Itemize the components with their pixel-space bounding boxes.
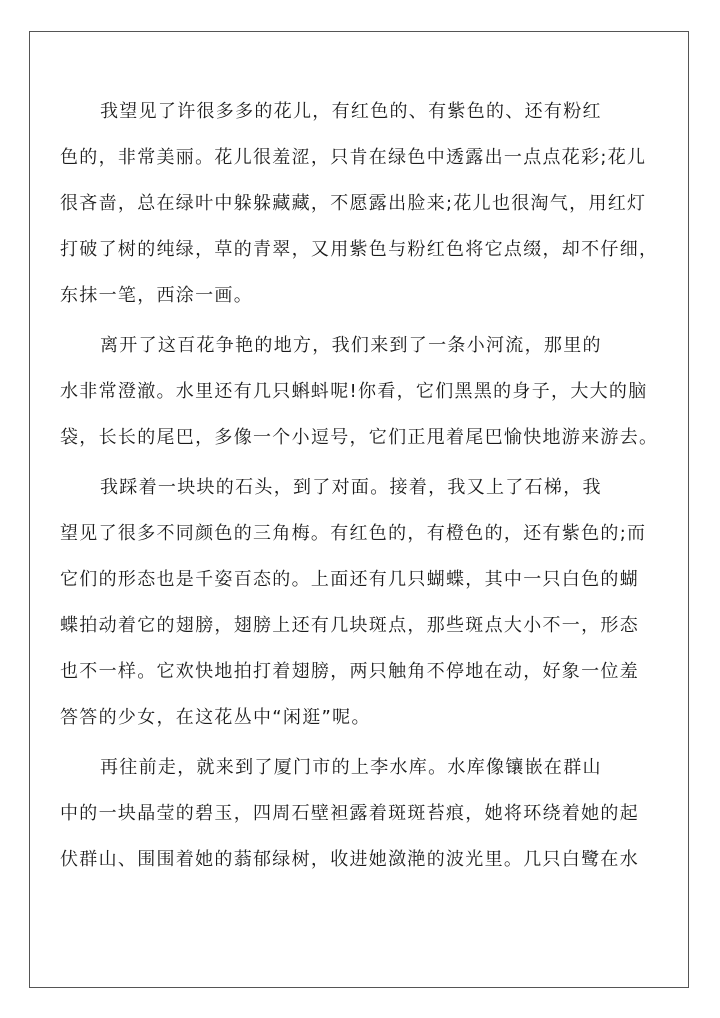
text-line: 它们的形态也是千姿百态的。上面还有几只蝴蝶，其中一只白色的蝴 bbox=[60, 569, 639, 590]
text-line: 中的一块晶莹的碧玉，四周石壁袒露着斑斑苔痕，她将环绕着她的起 bbox=[60, 803, 639, 824]
text-line: 我踩着一块块的石头，到了对面。接着，我又上了石梯，我 bbox=[100, 477, 602, 498]
text-line: 袋，长长的尾巴，多像一个小逗号，它们正甩着尾巴愉快地游来游去。 bbox=[60, 427, 659, 448]
text-line: 水非常澄澈。水里还有几只蝌蚪呢!你看，它们黑黑的身子，大大的脑 bbox=[60, 381, 648, 402]
text-line: 色的，非常美丽。花儿很羞涩，只肯在绿色中透露出一点点花彩;花儿 bbox=[60, 147, 647, 168]
text-line: 答答的少女，在这花丛中“闲逛”呢。 bbox=[60, 707, 371, 728]
text-line: 再往前走，就来到了厦门市的上李水库。水库像镶嵌在群山 bbox=[100, 757, 602, 778]
text-line: 伏群山、围围着她的蓊郁绿树，收进她潋滟的波光里。几只白鹭在水 bbox=[60, 849, 639, 870]
text-line: 我望见了许很多多的花儿，有红色的、有紫色的、还有粉红 bbox=[100, 101, 602, 122]
text-line: 蝶拍动着它的翅膀，翅膀上还有几块斑点，那些斑点大小不一，形态 bbox=[60, 615, 639, 636]
text-line: 也不一样。它欢快地拍打着翅膀，两只触角不停地在动，好象一位羞 bbox=[60, 661, 639, 682]
text-line: 很吝啬，总在绿叶中躲躲藏藏，不愿露出脸来;花儿也很淘气，用红灯 bbox=[60, 193, 647, 214]
text-line: 望见了很多不同颜色的三角梅。有红色的，有橙色的，还有紫色的;而 bbox=[60, 523, 647, 544]
text-line: 打破了树的纯绿，草的青翠，又用紫色与粉红色将它点缀，却不仔细， bbox=[60, 239, 659, 260]
text-line: 离开了这百花争艳的地方，我们来到了一条小河流，那里的 bbox=[100, 335, 602, 356]
text-line: 东抹一笔，西涂一画。 bbox=[60, 285, 253, 306]
